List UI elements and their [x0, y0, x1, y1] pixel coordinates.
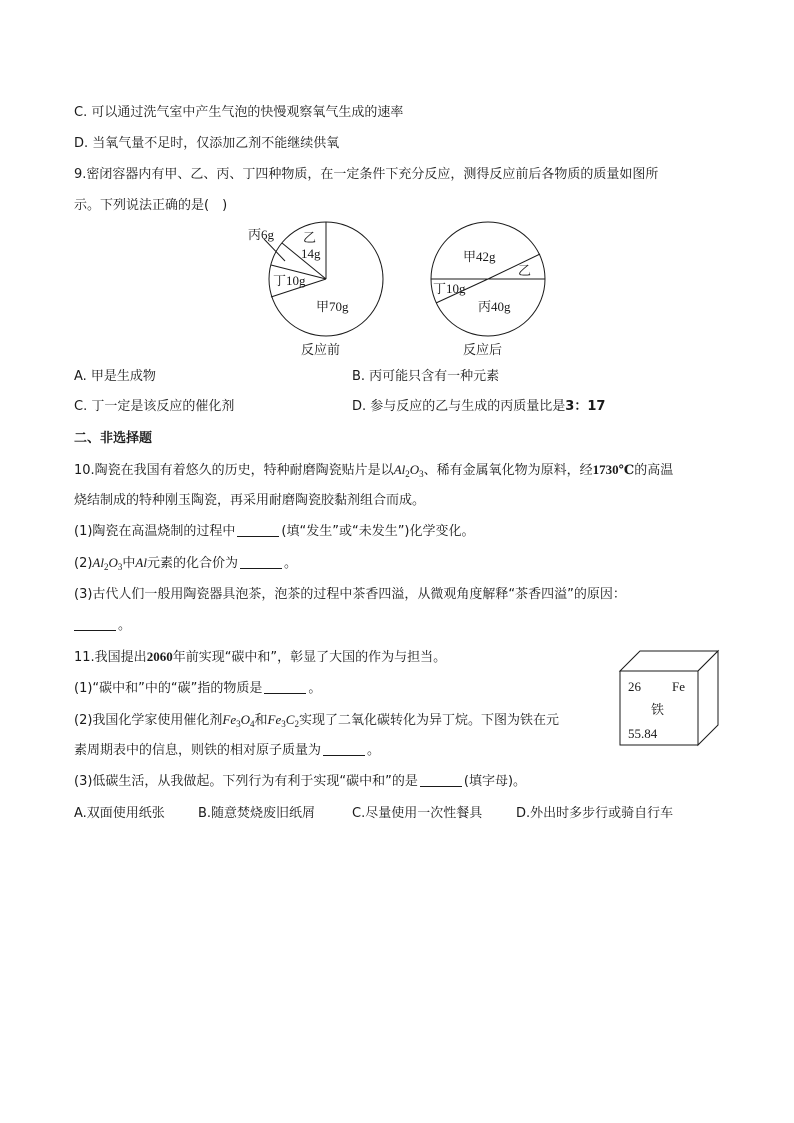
q11-c: C [285, 712, 295, 727]
q11-part1-end: 。 [308, 681, 322, 696]
q9-option-a: A. 甲是生成物 [74, 369, 156, 384]
q11-part2-a: (2)我国化学家使用催化剂 [74, 713, 223, 728]
q11-fe-2: Fe [267, 712, 282, 727]
q9-option-d-ratio: 3：17 [565, 399, 606, 414]
q11-fe-1: Fe [222, 712, 237, 727]
q11-option-c: C.尽量使用一次性餐具 [352, 806, 483, 821]
pie-after-label-yi: 乙 [518, 263, 532, 278]
q11-part3-a: (3)低碳生活，从我做起。下列行为有利于实现“碳中和”的是 [74, 774, 418, 789]
q11-option-b: B.随意焚烧废旧纸屑 [198, 806, 316, 821]
q11-part1-a: (1)“碳中和”中的“碳”指的物质是 [74, 681, 263, 696]
pie-before-label-ding: 丁10g [273, 273, 306, 288]
q10-formula-3: 3 [419, 469, 424, 479]
q10-part2-mid: 中 [122, 556, 136, 571]
q9-option-d-text: D. 参与反应的乙与生成的丙质量比是 [352, 399, 566, 414]
q10-part1-b: (填“发生”或“未发生”)化学变化。 [281, 524, 475, 539]
pie-before-caption: 反应前 [301, 342, 341, 357]
q10-part2-el: Al [135, 555, 147, 570]
q10-line1-a: 10.陶瓷在我国有着悠久的历史，特种耐磨陶瓷贴片是以 [74, 463, 394, 478]
q10-part2-pre: (2) [74, 556, 93, 571]
q11-part2-b: 实现了二氧化碳转化为异丁烷。下图为铁在元 [298, 713, 559, 728]
q11-option-d: D.外出时多步行或骑自行车 [516, 806, 674, 821]
q11-part2-line2-text: 素周期表中的信息，则铁的相对原子质量为 [74, 743, 322, 758]
q10-part2-formula-3: 3 [117, 562, 123, 572]
q8-option-c: C. 可以通过洗气室中产生气泡的快慢观察氧气生成的速率 [74, 105, 404, 120]
q10-part1-a: (1)陶瓷在高温烧制的过程中 [74, 524, 236, 539]
q10-part2-formula-2: 2 [103, 562, 109, 572]
q11-part3-b: (填字母)。 [463, 774, 527, 789]
q11-o: O [240, 712, 251, 727]
q9-stem-line1: 9.密闭容器内有甲、乙、丙、丁四种物质，在一定条件下充分反应，测得反应前后各物质的质量如图所 [74, 167, 659, 182]
q9-option-c: C. 丁一定是该反应的催化剂 [74, 399, 235, 414]
q11-option-a: A.双面使用纸张 [74, 806, 165, 821]
pie-after-label-ding: 丁10g [433, 281, 466, 296]
q11-line1-b: 年前实现“碳中和”，彰显了大国的作为与担当。 [172, 650, 447, 665]
fe-symbol: Fe [672, 679, 685, 694]
q11-sub-4: 4 [250, 719, 255, 729]
fe-atomic-mass: 55.84 [628, 726, 658, 741]
q11-and: 和 [254, 713, 268, 728]
q9-stem-line2: 示。下列说法正确的是( ) [74, 198, 228, 213]
q10-temp: 1730℃ [592, 462, 635, 477]
q10-part3: (3)古代人们一般用陶瓷器具泡茶，泡茶的过程中茶香四溢，从微观角度解释“茶香四溢”的原因： [74, 587, 626, 602]
q11-year: 2060 [146, 649, 173, 664]
q11-sub-3b: 3 [281, 719, 286, 729]
pie-after-label-jia: 甲42g [463, 249, 496, 264]
q10-part2-end: 。 [283, 556, 297, 571]
q9-option-b: B. 丙可能只含有一种元素 [352, 369, 500, 384]
section-title: 二、非选择题 [74, 431, 153, 446]
q10-part3-end: 。 [118, 618, 132, 633]
pie-after-label-bing: 丙40g [478, 299, 511, 314]
q10-formula-2: 2 [405, 469, 410, 479]
q10-part2-formula-al: Al [92, 555, 104, 570]
pie-after-caption: 反应后 [463, 342, 503, 357]
pie-before-label-yi-bottom: 14g [301, 246, 321, 261]
q11-part2-end: 。 [367, 743, 381, 758]
q11-sub-2: 2 [294, 719, 299, 729]
q10-formula-o: O [409, 462, 420, 477]
q10-line2: 烧结制成的特种刚玉陶瓷，再采用耐磨陶瓷胶黏剂组合而成。 [74, 493, 426, 508]
q10-part2-post: 元素的化合价为 [146, 556, 238, 571]
q10-part2-formula-o: O [108, 555, 118, 570]
q10-line1-c: 的高温 [634, 463, 674, 478]
pie-before-label-yi-top: 乙 [303, 230, 317, 245]
pie-before-label-bing: 丙6g [248, 227, 275, 242]
q11-line1-a: 11.我国提出 [74, 650, 147, 665]
q10-line1-b: 、稀有金属氧化物为原料，经 [423, 463, 593, 478]
pie-before-label-jia: 甲70g [316, 299, 349, 314]
fe-name: 铁 [651, 702, 665, 717]
q11-sub-3a: 3 [236, 719, 241, 729]
fe-atomic-number: 26 [628, 679, 641, 694]
q10-formula-al: Al [393, 462, 406, 477]
q8-option-d: D. 当氧气量不足时，仅添加乙剂不能继续供氧 [74, 136, 340, 151]
